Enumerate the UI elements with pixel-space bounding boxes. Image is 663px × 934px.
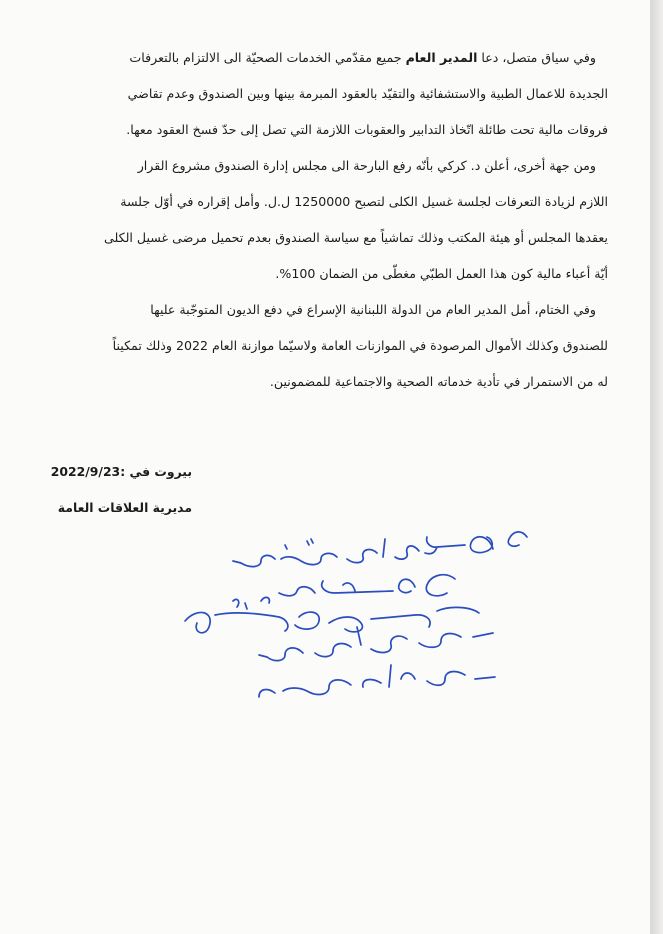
paragraph-1 [60, 40, 608, 148]
line-text: جميع مقدّمي الخدمات الصحيّة الى الالتزام بالتعرفات [129, 50, 406, 65]
paragraph-2 [60, 148, 608, 292]
line-text: ومن جهة أخرى، أعلن د. كركي بأنّه رفع البارحة الى مجلس إدارة الصندوق مشروع القرار [137, 158, 596, 173]
place-date: بيروت في :2022/9/23 [50, 464, 192, 479]
paragraph-line: أيّة أعباء مالية كون هذا العمل الطبّي مغطّى من الضمان 100%. [275, 266, 608, 281]
paragraph-line: له من الاستمرار في تأدية خدماته الصحية والاجتماعية للمضمونين. [269, 374, 608, 389]
handwritten-approval-annotation [175, 515, 535, 715]
paragraph-line [60, 292, 608, 328]
paragraph-line [60, 40, 608, 76]
letter-body [60, 40, 608, 400]
line-text: وفي سياق متصل، دعا [477, 50, 596, 65]
department-name: مديرية العلاقات العامة [57, 500, 192, 515]
paragraph-line: اللازم لزيادة التعرفات لجلسة غسيل الكلى لتصبح 1250000 ل.ل. وأمل إقراره في أوّل جلسة [120, 194, 608, 209]
paragraph-line: الجديدة للاعمال الطبية والاستشفائية والتقيّد بالعقود المبرمة بينها وبين الصندوق وعدم تقاضي [127, 86, 608, 101]
line-text: وفي الختام، أمل المدير العام من الدولة اللبنانية الإسراع في دفع الديون المتوجّبة عليها [150, 302, 596, 317]
bold-title: المدير العام [405, 50, 478, 65]
page-edge-shadow [650, 0, 663, 934]
paragraph-line [60, 148, 608, 184]
paragraph-3 [60, 292, 608, 400]
paragraph-line: فروقات مالية تحت طائلة اتّخاذ التدابير والعقوبات اللازمة التي تصل إلى حدّ فسخ العقود معها. [126, 122, 608, 137]
paragraph-line: للصندوق وكذلك الأموال المرصودة في الموازنات العامة ولاسيّما موازنة العام 2022 وذلك تمكيناً [112, 338, 608, 353]
paragraph-line: يعقدها المجلس أو هيئة المكتب وذلك تماشياً مع سياسة الصندوق بعدم تحميل مرضى غسيل الكلى [103, 230, 608, 245]
